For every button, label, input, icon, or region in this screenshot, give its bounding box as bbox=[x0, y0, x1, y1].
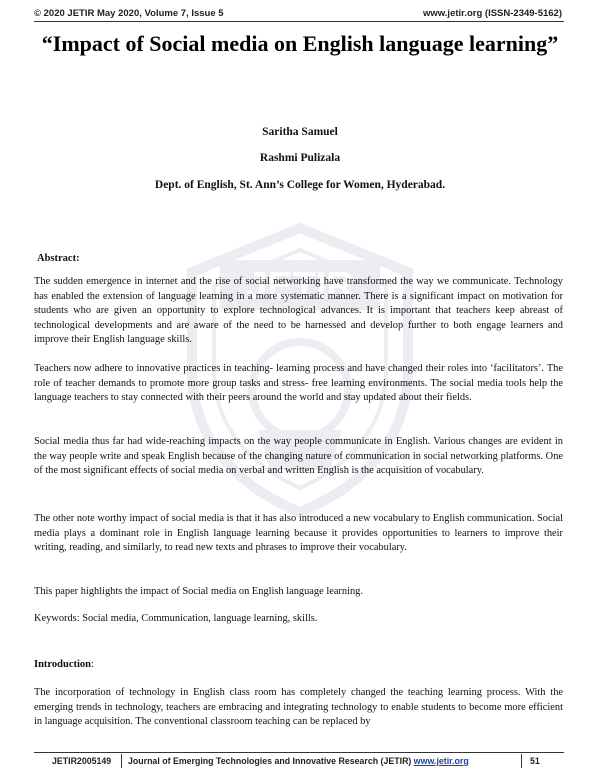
footer-separator bbox=[121, 754, 122, 768]
author-name: Saritha Samuel bbox=[262, 126, 338, 138]
footer-rule bbox=[34, 752, 564, 753]
introduction-paragraph: The incorporation of technology in English class room has completely changed the teaching learning process. With the emerging trends in technology, teachers are embracing and integrating technology to enable students to become more efficient in language acquisition. The conventional classroom teaching can be replaced by bbox=[34, 687, 563, 728]
introduction-label: Introduction bbox=[34, 659, 91, 670]
footer-separator bbox=[521, 754, 522, 768]
footer-journal bbox=[128, 756, 469, 766]
abstract-paragraph: Social media thus far had wide-reaching impacts on the way people communicate in English. Various changes are evident in the way people write and speak English because of the changing nature of communication in social networking platforms. One of the most significant effects of social media on verbal and written English is the acquisition of vocabulary. bbox=[34, 436, 563, 477]
footer-paper-id: JETIR2005149 bbox=[52, 756, 112, 766]
footer-journal-name: Journal of Emerging Technologies and Innovative Research (JETIR) bbox=[128, 756, 414, 766]
paper-title: “Impact of Social media on English language learning” bbox=[41, 31, 559, 56]
abstract-paragraph: The other note worthy impact of social media is that it has also introduced a new vocabulary to English communication. Social media plays a dominant role in English language learning because it provides opportunities to learners to improve their writing, reading, and similarly, to read new texts and phrases to improve their vocabulary. bbox=[34, 513, 563, 554]
page-number: 51 bbox=[530, 756, 540, 766]
footer-website-link[interactable]: www.jetir.org bbox=[413, 756, 469, 766]
abstract-paragraph: Teachers now adhere to innovative practices in teaching- learning process and have changed their roles into ‘facilitators’. The role of teacher demands to promote more group tasks and stress- free learning environments. The social media tools help the language teachers to stay connected with their peers around the world and stay updated about their fields. bbox=[34, 363, 563, 404]
header-citation: © 2020 JETIR May 2020, Volume 7, Issue 5 bbox=[34, 8, 224, 19]
author-name: Rashmi Pulizala bbox=[259, 152, 341, 164]
header-rule bbox=[34, 21, 564, 22]
abstract-paragraph: The sudden emergence in internet and the rise of social networking have transformed the way we communicate. Technology has enabled the extension of language learning in a more systematic manner. There is a significant impact on motivation for students who are given an opportunity to explore technological advances. It is important that teachers keep abreast of technological developments and are aware of the need to be harnessed and develop further to both engage learners and improve their English language skills. bbox=[34, 276, 563, 346]
keywords: Keywords: Social media, Communication, language learning, skills. bbox=[34, 613, 318, 624]
abstract-paragraph: This paper highlights the impact of Social media on English language learning. bbox=[34, 586, 363, 597]
author-affiliation: Dept. of English, St. Ann’s College for Women, Hyderabad. bbox=[154, 179, 446, 191]
header-website-issn: www.jetir.org (ISSN-2349-5162) bbox=[422, 8, 562, 19]
abstract-heading: Abstract: bbox=[37, 253, 80, 264]
watermark-text: JETIR bbox=[246, 265, 354, 307]
introduction-colon: : bbox=[91, 659, 94, 670]
introduction-heading bbox=[34, 659, 94, 670]
